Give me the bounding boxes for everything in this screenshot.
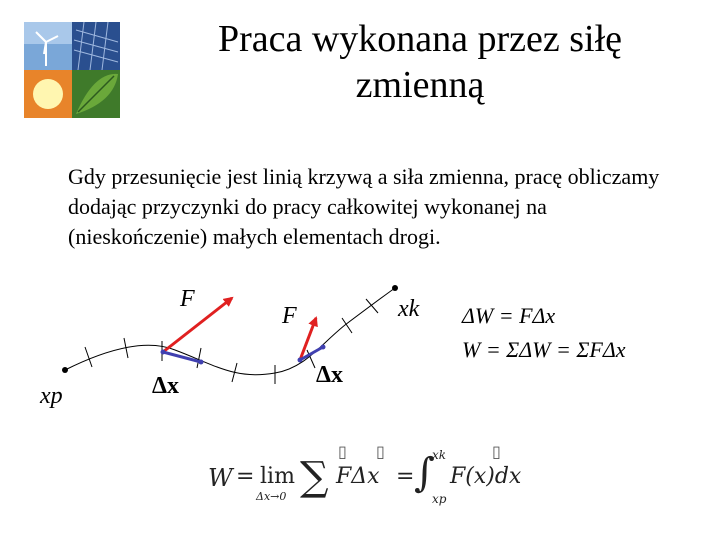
- formula-glyph-box-2: ▯: [376, 442, 385, 461]
- equation-dw: ΔW = FΔx: [462, 303, 556, 328]
- label-xp: xp: [40, 383, 63, 409]
- formula-equals-1: =: [236, 464, 255, 489]
- integral-formula: [200, 442, 522, 508]
- formula-integral-symbol: ∫: [414, 450, 435, 496]
- title-line-2: zmienną: [355, 64, 485, 106]
- formula-sum-term: FΔx: [336, 464, 380, 489]
- formula-integrand: F(x)dx: [450, 464, 522, 489]
- formula-sum-symbol: ∑: [300, 454, 329, 500]
- title-line-1: Praca wykonana przez siłę: [217, 18, 623, 60]
- formula-lim: lim: [260, 464, 295, 489]
- label-delta-x-1: Δx: [152, 373, 180, 399]
- end-point: [392, 285, 398, 291]
- slide-title: [140, 16, 700, 108]
- renewable-energy-logo: [24, 22, 120, 118]
- formula-upper-limit: xk: [432, 448, 447, 462]
- label-force-2: F: [282, 303, 297, 329]
- sun-icon: [33, 79, 63, 109]
- label-xk: xk: [398, 296, 420, 322]
- start-point: [62, 367, 68, 373]
- formula-w: W: [208, 464, 233, 492]
- formula-lower-limit: xp: [432, 492, 447, 506]
- description-paragraph: Gdy przesunięcie jest linią krzywą a siła zmienna, pracę obliczamy dodając przyczynki do pracy całkowitej wykonanej na (nieskończenie) małych elementach drogi.: [68, 164, 660, 249]
- label-delta-x-2: Δx: [316, 362, 344, 388]
- formula-equals-2: =: [396, 464, 415, 489]
- equation-w-sum: W = ΣΔW = ΣFΔx: [462, 337, 626, 362]
- formula-lim-subscript: Δx→0: [256, 490, 287, 503]
- formula-glyph-box-1: ▯: [338, 442, 347, 461]
- formula-glyph-box-3: ▯: [492, 442, 501, 461]
- displacement-vector-1: [163, 352, 201, 362]
- path-diagram: [0, 270, 720, 400]
- label-force-1: F: [180, 286, 195, 312]
- force-vector-1: [163, 298, 232, 352]
